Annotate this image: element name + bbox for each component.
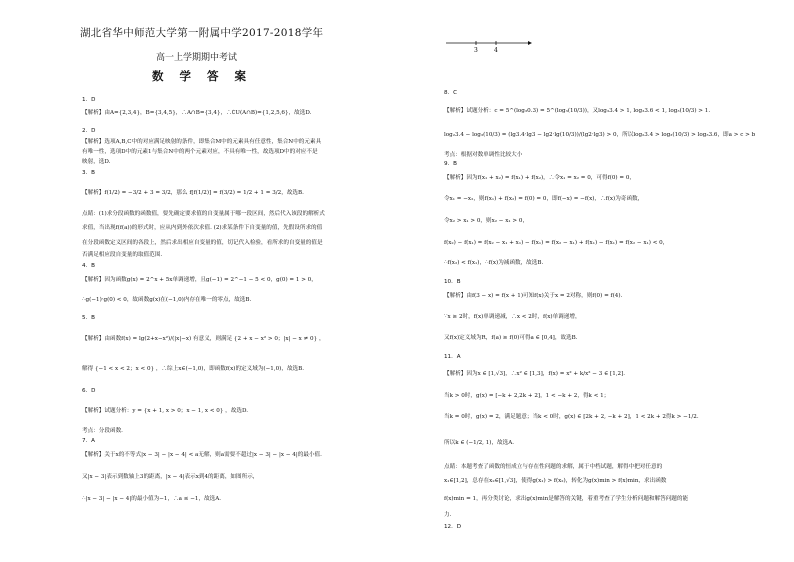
text-line: 点睛：本题考查了函数的恒成立与存在性问题的求解，属于中档试题，解得中把对任意的 — [444, 464, 663, 470]
text-line: f(x)min = 1，再分类讨论，求出g(x)min是解答的关键，着重考查了学生分析问题和解答问题的能 — [444, 496, 689, 502]
answer-number: 4．B — [82, 263, 95, 269]
answer-number: 3．B — [82, 170, 95, 176]
exam-title: 高一上学期期中考试 — [156, 53, 238, 63]
tick-label-4: 4 — [494, 47, 498, 54]
text-line: 【解析】试题分析：c = 5^(log₃0.3) = 5^(log₃(10/3))，又log₃3.4 > 1, log₃3.6 < 1, log₃(10/3) > 1. — [444, 108, 711, 114]
text-line: 有唯一性，选项D中的元素1与集合N中的两个元素对应，不具有唯一性，故选项D中的对应不是 — [82, 149, 318, 155]
text-line: 令x₁ = −x₂，则f(x₁) + f(x₂) = f(0) = 0，即f(−x) = −f(x)，∴f(x)为奇函数， — [444, 196, 644, 202]
text-line: 在分段函数定义区间的各段上，然后求出相应自变量的值，切记代入检验，看所求的自变量的值是 — [82, 240, 323, 246]
text-line: 考点：分段函数. — [82, 428, 123, 434]
text-line: ∵x ≥ 2时，f(x)单调递减，∴x < 2时，f(x)单调递增， — [444, 314, 581, 320]
text-line: 考点：根据对数单调性比较大小 — [444, 152, 523, 158]
text-line: 力. — [444, 512, 452, 518]
text-line: 映射，选D. — [82, 159, 111, 165]
text-line: 又|x − 3|表示到数轴上3的距离，|x − 4|表示x到4的距离，如图所示， — [82, 474, 259, 480]
text-line: 【解析】由f(3 − x) = f(x + 1)可知f(x)关于x = 2对称，则f(0) = f(4). — [444, 293, 623, 299]
number-line-arrow — [528, 41, 532, 45]
text-line: f(x₂) − f(x₁) = f(x₂ − x₁ + x₁) − f(x₁) = f(x₂ − x₁) + f(x₁) − f(x₁) = f(x₂ − x₁) < 0， — [444, 240, 669, 246]
answer-number: 5．B — [82, 315, 95, 321]
text-line: 【解析】因为f(x₁ + x₂) = f(x₁) + f(x₂)，∴令x₁ = x₂ = 0，可得f(0) = 0， — [444, 175, 635, 181]
text-line: 当k = 0时，g(x) = 2，满足题意；当k < 0时，g(x) ∈ [2k + 2, −k + 2]，1 < 2k + 2得k > −1/2. — [444, 414, 699, 420]
text-line: ∴f(x₂) < f(x₁)，∴f(x)为减函数，故选B. — [444, 260, 544, 266]
answer-number: 1．D — [82, 97, 96, 103]
text-line: 【解析】由A={2,3,4}，B={3,4,5}，∴A∩B={3,4}，∴∁U(A∩B)={1,2,5,6}，故选D. — [82, 110, 312, 116]
text-line: log₂3.4 − log₃(10/3) = (lg3.4·lg3 − lg2·lg(10/3))/(lg2·lg3) > 0，所以log₂3.4 > log₃(10/3) > log₃3.6，即a > c > b — [444, 132, 756, 138]
text-line: 【解析】由函数f(x) = lg(2+x−x²)/(|x|−x) 有意义，则满足 {2 + x − x² > 0；|x| − x ≠ 0} ， — [82, 336, 325, 342]
text-line: ∴|x − 3| − |x − 4|的最小值为−1，∴a ≤ −1，故选A. — [82, 496, 222, 502]
answer-number: 9．B — [444, 161, 457, 167]
text-line: ∴g(−1)·g(0) < 0，故函数g(x)在(−1,0)内存在唯一的零点，故选B. — [82, 297, 252, 303]
answer-number: 10．B — [444, 279, 461, 285]
text-line: 【解析】试题分析：y = {x + 1, x > 0；x − 1, x < 0} ，故选D. — [82, 408, 249, 414]
answer-number: 7．A — [82, 438, 95, 444]
text-line: 【解析】关于x的不等式|x − 3| − |x − 4| < a无解，则a需要不超过|x − 3| − |x − 4|的最小值. — [82, 452, 322, 458]
answer-number: 2．D — [82, 128, 96, 134]
text-line: 当k > 0时，g(x) = [−k + 2,2k + 2]，1 < −k + 2，得k < 1； — [444, 393, 610, 399]
text-line: 所以k ∈ (−1/2, 1)，故选A. — [444, 440, 515, 446]
text-line: 否满足相应段自变量的取值范围. — [82, 252, 163, 258]
school-title: 湖北省华中师范大学第一附属中学2017-2018学年 — [80, 27, 324, 39]
answer-number: 6．D — [82, 388, 96, 394]
subject-title: 数 学 答 案 — [152, 69, 253, 83]
text-line: 求值，当出现f(f(a))的形式时，应从内到外依次求值. (2)求某条件下自变量的值，先假设所求的值 — [82, 225, 323, 231]
text-line: 【解析】选项A,B,C中的对应满足映射的条件，即集合M中的元素具有任意性，集合N中的元素具 — [82, 139, 322, 145]
text-line: 又f(x)定义域为R，f(a) ≥ f(0)可得a ∈ [0,4]，故选B. — [444, 335, 578, 341]
text-line: 【解析】因为x ∈ [1,√3]，∴x² ∈ [1,3]，f(x) = x² + k/x² − 3 ∈ [1,2]. — [444, 371, 626, 377]
answer-number: 12．D — [444, 524, 462, 530]
number-line-figure — [444, 38, 534, 54]
text-line: 【解析】因为函数g(x) = 2^x + 5x单调递增，且g(−1) = 2^−1 − 5 < 0，g(0) = 1 > 0， — [82, 277, 317, 283]
tick-label-3: 3 — [474, 47, 478, 54]
text-line: 解得 {−1 < x < 2；x < 0} ，∴综上x∈(−1,0)，即函数f(x)的定义域为(−1,0)，故选B. — [82, 366, 305, 372]
text-line: 令x₂ > x₁ > 0，则x₂ − x₁ > 0， — [444, 218, 529, 224]
text-line: x₁∈[1,2]，总存在x₂∈[1,√3]，使得g(x₁) > f(x₂)，转化为g(x)min > f(x)min，求出函数 — [444, 478, 667, 484]
answer-number: 8．C — [444, 90, 458, 96]
text-line: 点睛：(1)求分段函数的函数值，要先确定要求值的自变量属于哪一段区间，然后代入该段的解析式 — [82, 211, 325, 217]
answer-number: 11．A — [444, 354, 461, 360]
text-line: 【解析】f(1/2) = −3/2 + 3 = 3/2，那么 f[f(1/2)] = f(3/2) = 1/2 + 1 = 3/2，故选B. — [82, 190, 304, 196]
